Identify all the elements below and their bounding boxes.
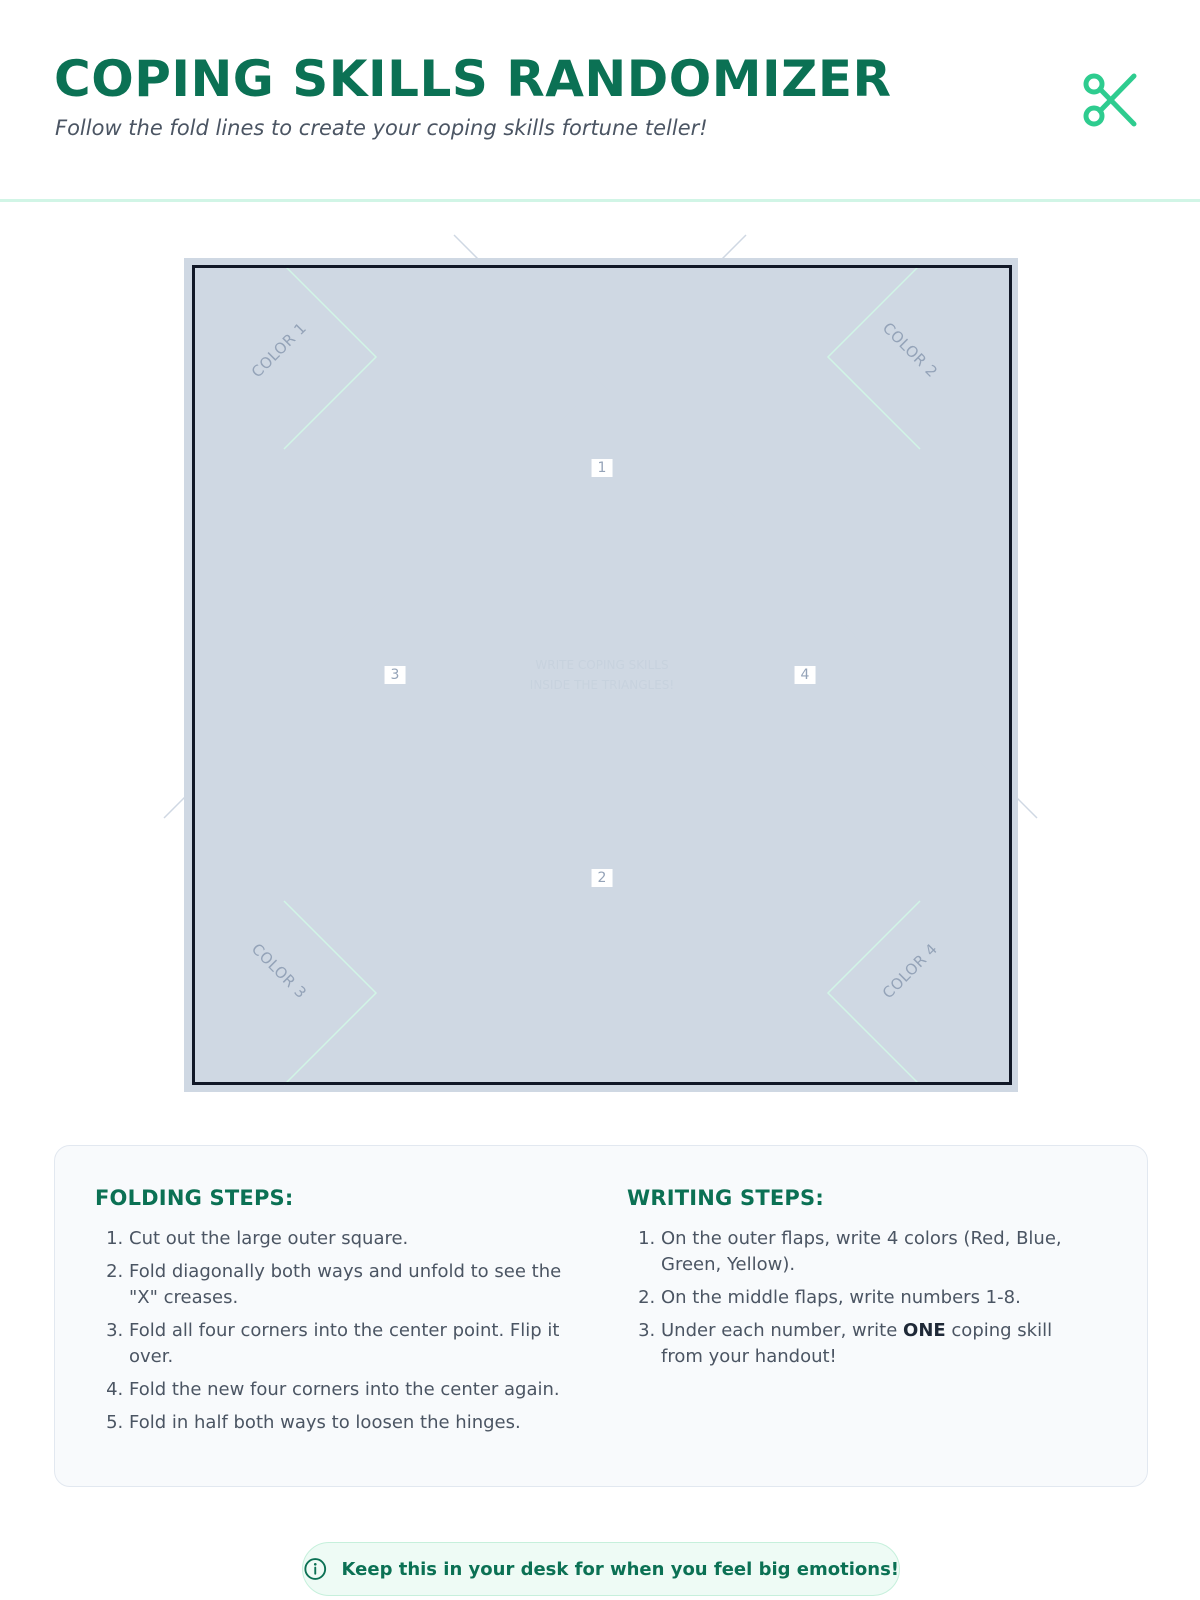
info-icon [303, 1556, 328, 1582]
corner-label-color-2: COLOR 2 [878, 318, 942, 382]
folding-step: 3. Fold all four corners into the center point. Flip it over. [129, 1318, 565, 1370]
footer-tip-text: Keep this in your desk for when you feel big emotions! [341, 1558, 899, 1580]
writing-steps-heading: WRITING STEPS: [627, 1186, 824, 1210]
footer-tip [302, 1542, 900, 1596]
corner-label-color-4: COLOR 4 [878, 939, 942, 1003]
writing-step [661, 1318, 1097, 1370]
folding-steps [95, 1186, 565, 1443]
writing-steps [627, 1186, 1097, 1377]
writing-step: 2. On the middle flaps, write numbers 1-8. [661, 1285, 1097, 1311]
corner-triangle-1 [284, 265, 376, 449]
corner-label-color-3: COLOR 3 [247, 939, 311, 1003]
folding-step: 5. Fold in half both ways to loosen the hinges. [129, 1410, 565, 1436]
writing-step-3-text: Under each number, write [661, 1320, 904, 1341]
folding-step: 4. Fold the new four corners into the center again. [129, 1377, 565, 1403]
writing-step-3-emphasis: ONE [903, 1320, 946, 1341]
writing-step-3-text-end: coping skill from your handout! [661, 1320, 1053, 1367]
center-instruction-line-1: WRITE COPING SKILLS [535, 658, 669, 672]
corner-label-color-1: COLOR 1 [247, 318, 311, 382]
diagonal-crease-1 [454, 235, 1037, 818]
folding-step: 2. Fold diagonally both ways and unfold to see the "X" creases. [129, 1259, 565, 1311]
diagonal-crease-2 [164, 235, 746, 818]
center-instruction-line-2: INSIDE THE TRIANGLES! [529, 678, 675, 692]
writing-steps-list [627, 1226, 1097, 1370]
flap-number-3: 3 [385, 666, 406, 684]
center-instruction [530, 655, 674, 695]
scissors-icon [1080, 66, 1148, 134]
writing-step: 1. On the outer flaps, write 4 colors (Red, Blue, Green, Yellow). [661, 1226, 1097, 1278]
flap-number-1: 1 [592, 459, 613, 477]
page-title: COPING SKILLS RANDOMIZER [54, 50, 892, 108]
page-subtitle: Follow the fold lines to create your coping skills fortune teller! [55, 116, 708, 140]
flap-number-2: 2 [592, 869, 613, 887]
flap-number-4: 4 [795, 666, 816, 684]
instructions-card [54, 1145, 1148, 1487]
folding-steps-list [95, 1226, 565, 1436]
folding-steps-heading: FOLDING STEPS: [95, 1186, 294, 1210]
folding-step: 1. Cut out the large outer square. [129, 1226, 565, 1252]
fortune-teller-sheet [192, 265, 1012, 1085]
corner-triangle-4 [828, 901, 920, 1085]
page-header [0, 0, 1200, 202]
